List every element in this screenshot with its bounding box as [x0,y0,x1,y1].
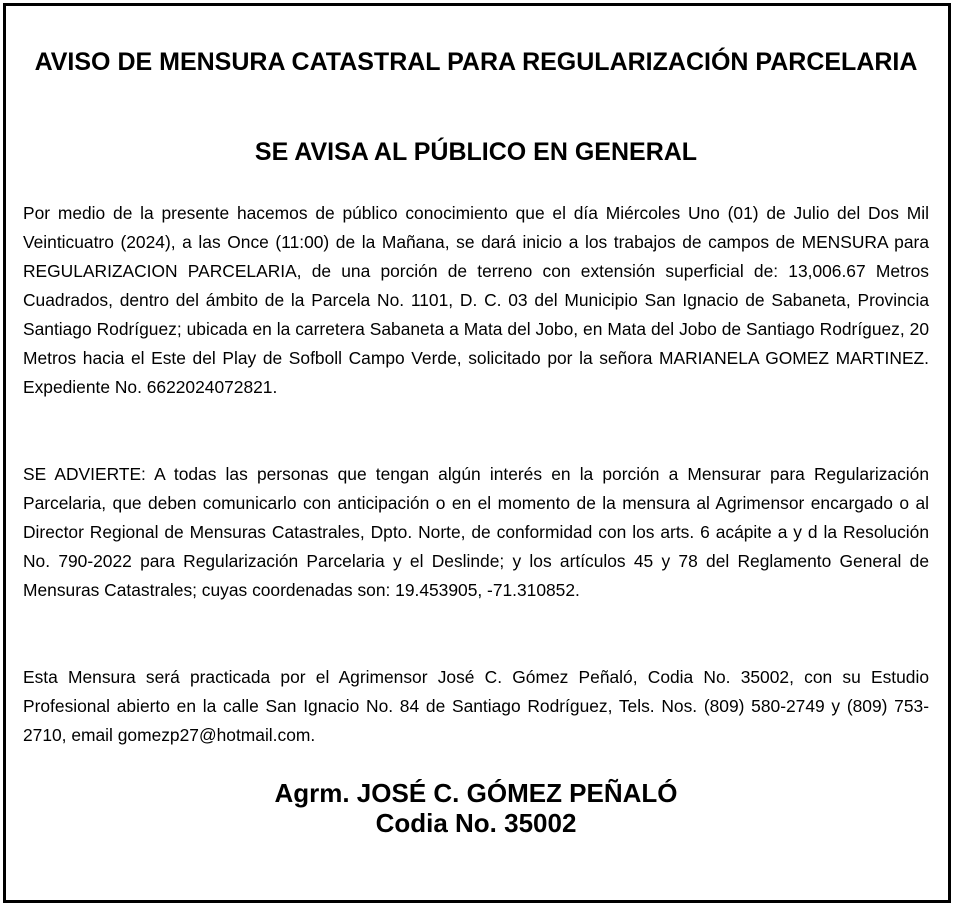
notice-subtitle: SE AVISA AL PÚBLICO EN GENERAL [254,138,698,166]
signature-codia: Codia No. 35002 [375,808,577,838]
surveyor-contact-paragraph: Esta Mensura será practicada por el Agrimensor José C. Gómez Peñaló, Codia No. 35002, con su Estudio Profesional abierto en la calle San Ignacio No. 84 de Santiago Rodríguez, Tels. Nos. (809) 580-2749 y (809) 753-2710, email gomezp27@hotmail.com. [23,667,929,745]
notice-title: AVISO DE MENSURA CATASTRAL PARA REGULARIZACIÓN PARCELARIA [34,48,918,76]
signature-name: Agrm. JOSÉ C. GÓMEZ PEÑALÓ [274,778,678,808]
notice-frame [3,3,951,903]
warning-paragraph: SE ADVIERTE: A todas las personas que tengan algún interés en la porción a Mensurar para Regularización Parcelaria, que deben comunicarlo con anticipación o en el momento de la mensura al Agrimensor encargado o al Director Regional de Mensuras Catastrales, Dpto. Norte, de conformidad con los arts. 6 acápite a y d la Resolución No. 790-2022 para Regularización Parcelaria y el Deslinde; y los artículos 45 y 78 del Reglamento General de Mensuras Catastrales; cuyas coordenadas son: 19.453905, -71.310852. [23,464,929,600]
announcement-paragraph: Por medio de la presente hacemos de público conocimiento que el día Miércoles Uno (01) de Julio del Dos Mil Veinticuatro (2024), a las Once (11:00) de la Mañana, se dará inicio a los trabajos de campos de MENSURA para REGULARIZACION PARCELARIA, de una porción de terreno con extensión superficial de: 13,006.67 Metros Cuadrados, dentro del ámbito de la Parcela No. 1101, D. C. 03 del Municipio San Ignacio de Sabaneta, Provincia Santiago Rodríguez; ubicada en la carretera Sabaneta a Mata del Jobo, en Mata del Jobo de Santiago Rodríguez, 20 Metros hacia el Este del Play de Sofboll Campo Verde, solicitado por la señora MARIANELA GOMEZ MARTINEZ. Expediente No. 6622024072821. [23,203,929,397]
